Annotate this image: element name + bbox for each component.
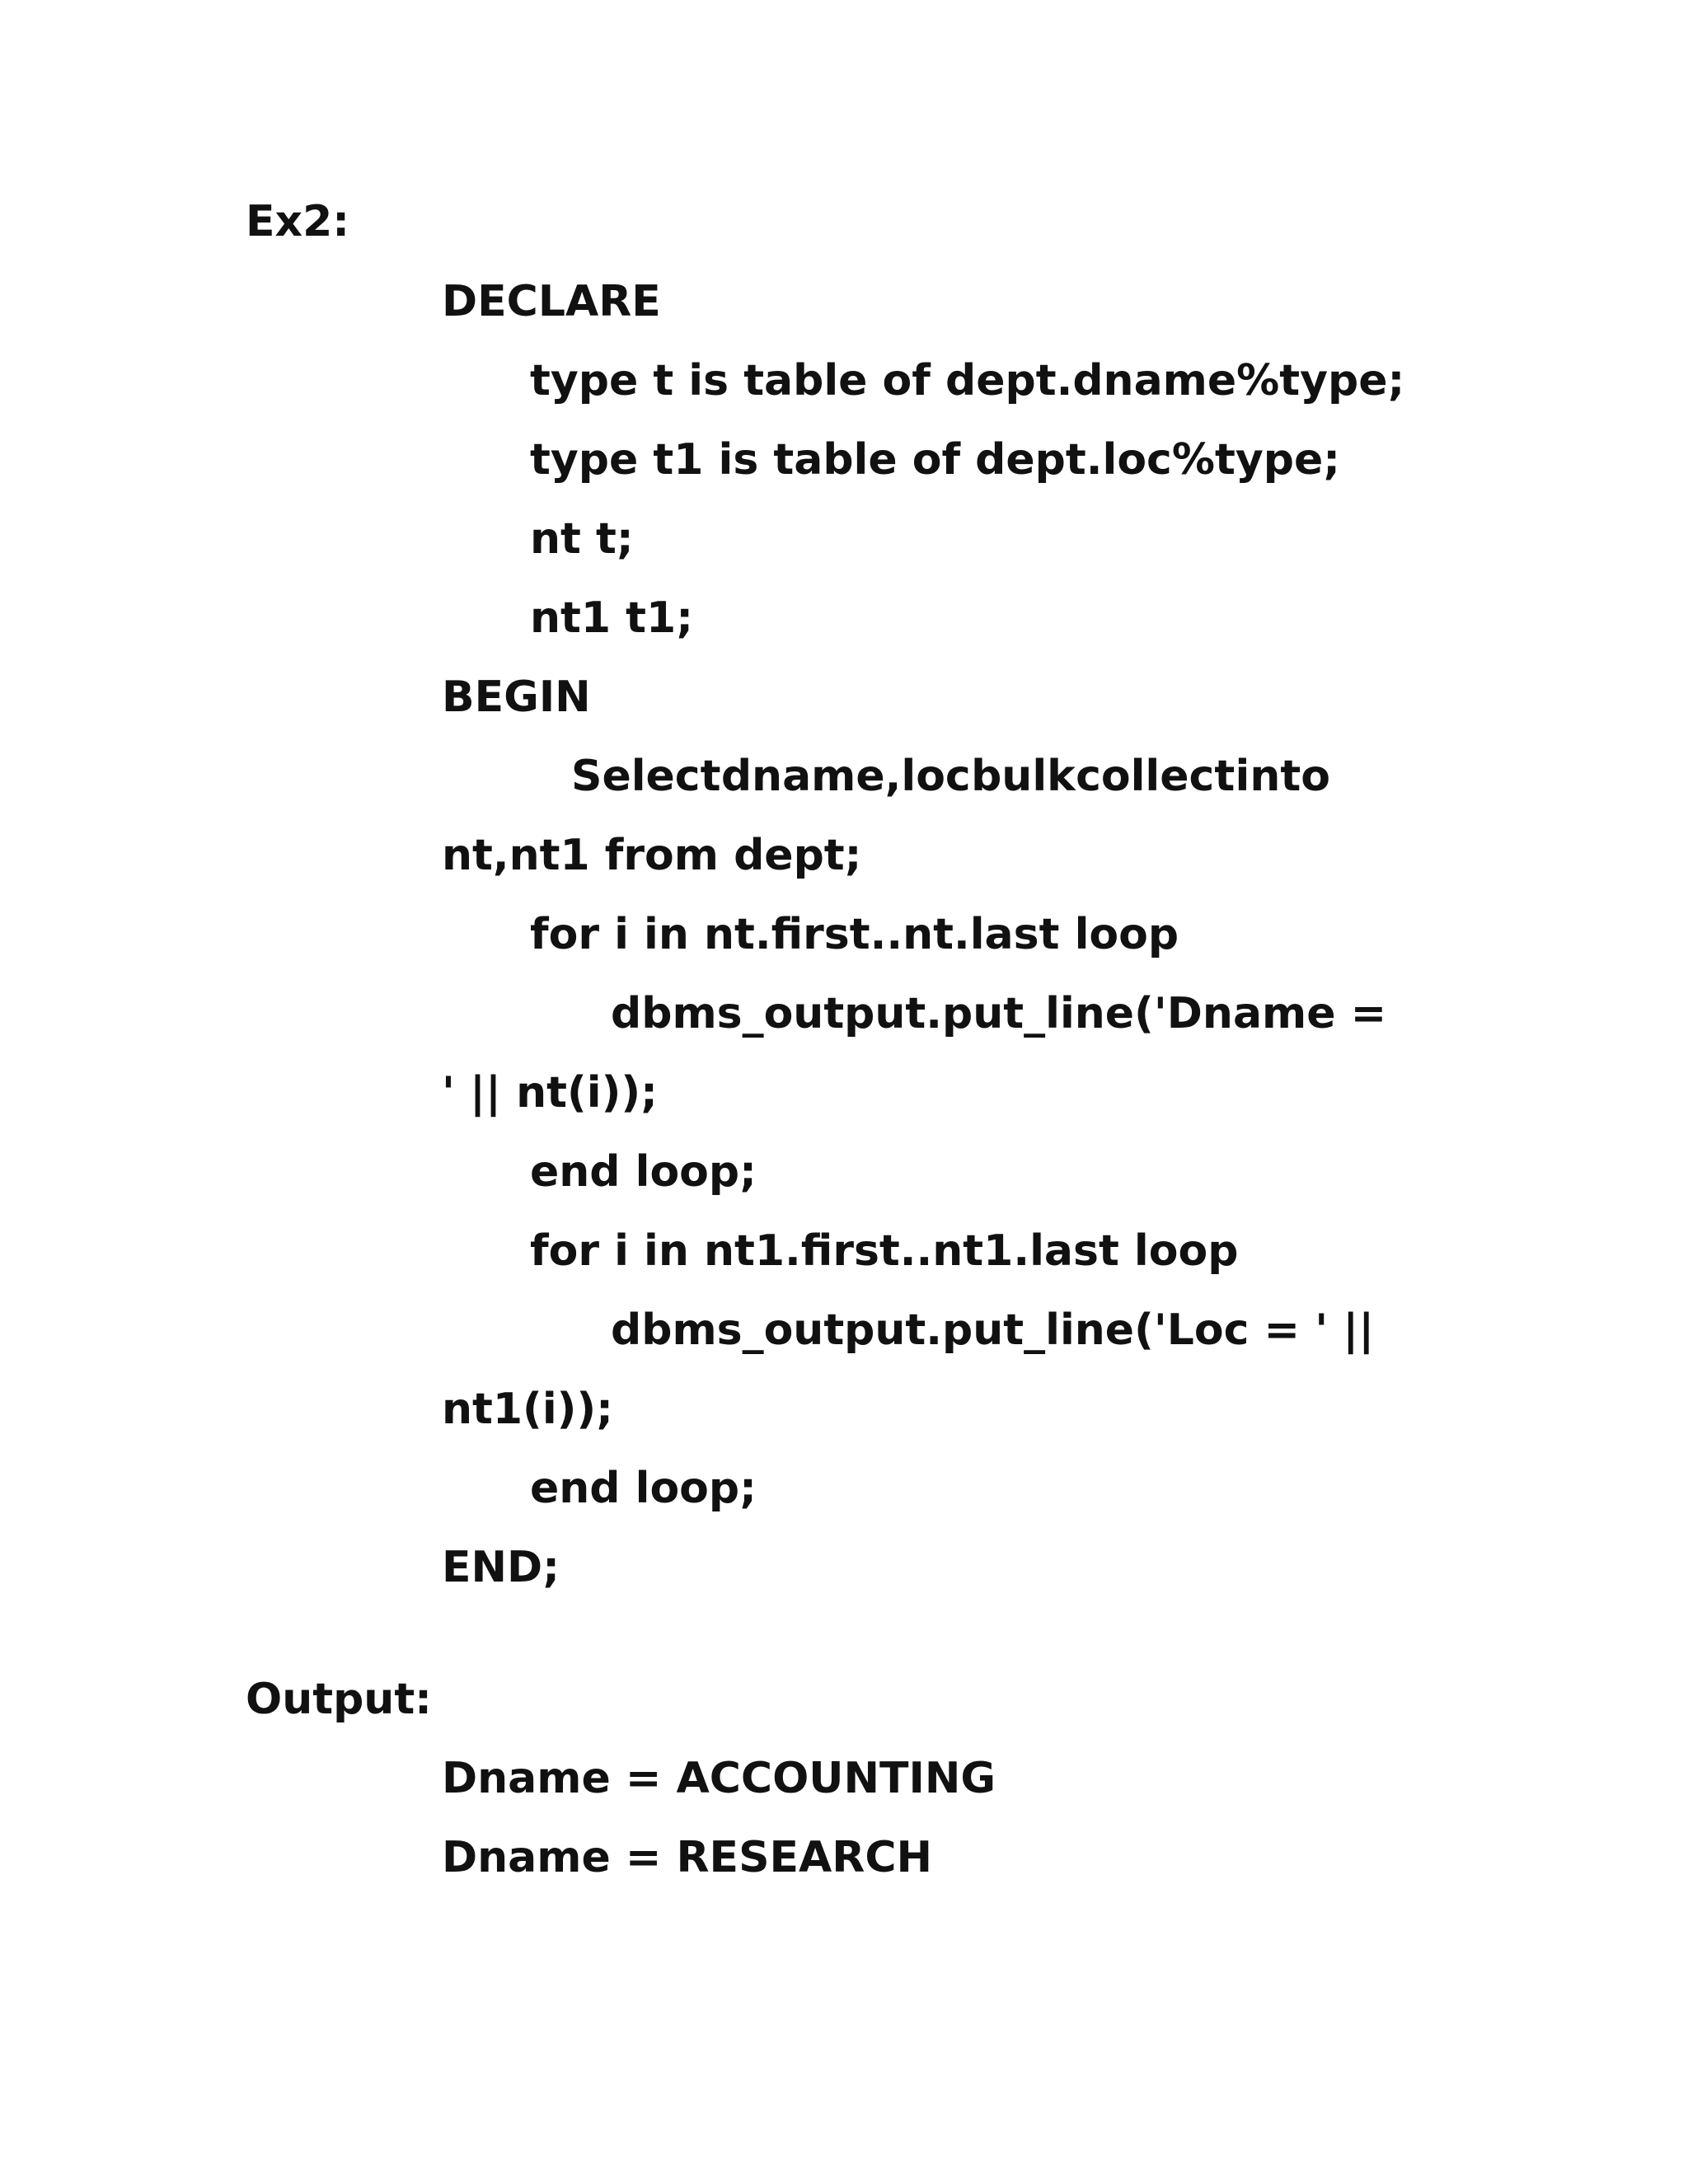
output-heading: Output: xyxy=(246,1675,432,1724)
example-heading: Ex2: xyxy=(246,197,350,246)
code-line-put-dname-cont: ' || nt(i)); xyxy=(442,1068,658,1118)
code-line-select xyxy=(442,750,1330,803)
select-word: into xyxy=(1235,752,1330,801)
code-line-for-nt1: for i in nt1.first..nt1.last loop xyxy=(530,1226,1239,1276)
select-word: collect xyxy=(1076,752,1236,801)
code-line-end: END; xyxy=(442,1543,560,1592)
code-line-nt-decl: nt t; xyxy=(530,514,634,564)
code-line-put-loc: dbms_output.put_line('Loc = ' || xyxy=(611,1305,1375,1355)
code-line-put-loc-cont: nt1(i)); xyxy=(442,1385,613,1434)
code-line-begin: BEGIN xyxy=(442,673,591,722)
select-word: dname,loc xyxy=(720,752,971,801)
output-line: Dname = RESEARCH xyxy=(442,1833,933,1882)
select-word: Select xyxy=(571,752,721,801)
select-word: bulk xyxy=(971,752,1076,801)
code-line-end-loop-2: end loop; xyxy=(530,1464,757,1513)
output-line: Dname = ACCOUNTING xyxy=(442,1754,996,1803)
code-line-for-nt: for i in nt.first..nt.last loop xyxy=(530,910,1179,959)
code-line-type-t: type t is table of dept.dname%type; xyxy=(530,356,1405,405)
code-line-select-cont: nt,nt1 from dept; xyxy=(442,831,862,880)
code-line-type-t1: type t1 is table of dept.loc%type; xyxy=(530,435,1341,485)
code-line-end-loop-1: end loop; xyxy=(530,1147,757,1197)
code-line-declare: DECLARE xyxy=(442,277,661,326)
code-line-put-dname: dbms_output.put_line('Dname = xyxy=(611,989,1387,1038)
code-line-nt1-decl: nt1 t1; xyxy=(530,593,693,643)
